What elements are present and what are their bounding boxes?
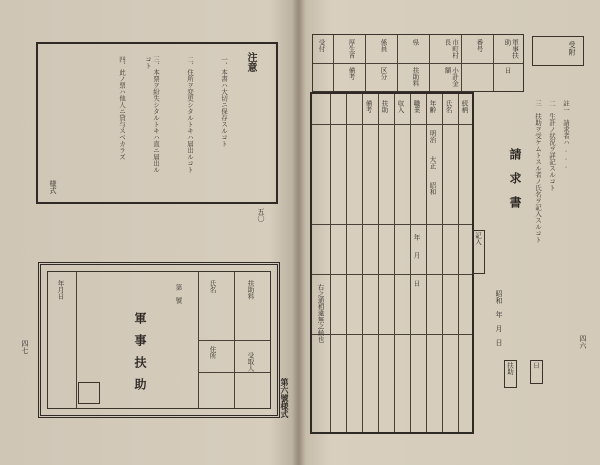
grid-cell: 扶助料: [411, 67, 420, 87]
side-label: 日: [530, 360, 543, 384]
form-title: 軍事扶助: [133, 312, 147, 400]
request-title: 請求書: [508, 148, 522, 220]
table-row-label: 年: [412, 234, 421, 241]
grid-cell: 県: [411, 39, 420, 46]
table-header: 年齢: [428, 100, 437, 113]
table-row-label: 月: [412, 252, 421, 259]
instruction-line: 二 生計ノ状況ヲ詳記スルコト: [548, 100, 556, 191]
grid-cell: 備考: [347, 67, 356, 80]
grid-cell: 区分: [379, 67, 388, 80]
side-label: 記入: [472, 230, 485, 274]
receipt-stamp-box: [532, 36, 584, 66]
notice-line: 三、本票ヲ紛失シタルトキハ直ニ届出ルコト: [144, 56, 160, 173]
instruction-line: 註一 請求者ハ...: [562, 100, 570, 170]
notice-line: 一、本書ハ大切ニ保存スルコト: [220, 56, 228, 147]
form-field: 年月日: [56, 280, 65, 300]
notice-title: 注意: [245, 52, 256, 72]
grid-cell: 市町村長: [443, 39, 459, 59]
page-number-top: 五〇: [257, 208, 265, 222]
table-footer: 右之通相違無之候也: [316, 284, 325, 343]
table-header: 備考: [364, 100, 373, 113]
table-header: 扶助: [380, 100, 389, 113]
page-number-bottom: 四七: [21, 340, 29, 354]
table-header: 続柄: [460, 100, 469, 113]
form-field: 受取人: [246, 352, 255, 372]
form-caption: 第六號様式: [280, 378, 290, 418]
grid-cell: 係員: [379, 39, 388, 52]
table-row-label: 明治: [428, 130, 437, 143]
form-field: 氏名: [208, 280, 217, 293]
grid-cell: 受付: [317, 39, 326, 52]
grid-cell: 小計金額: [443, 67, 459, 87]
aid-form: [38, 262, 280, 418]
seal-box: [78, 382, 100, 404]
table-row-label: 大正: [428, 156, 437, 169]
side-label: 扶助: [504, 360, 517, 388]
table-header: 職業: [412, 100, 421, 113]
form-field: 住所: [208, 346, 217, 359]
grid-cell: 軍事扶助: [503, 39, 519, 59]
table-row-label: 昭和: [428, 182, 437, 195]
request-date: 昭和 年 月 日: [495, 290, 503, 346]
request-table: [310, 92, 474, 434]
notice-sign: 様式: [49, 180, 57, 194]
page-number-right: 四六: [579, 335, 587, 349]
book-gutter: [292, 0, 306, 465]
grid-cell: 日: [503, 67, 512, 74]
notice-line: 四、此ノ票ハ他人ニ貸与スベカラズ: [118, 56, 126, 160]
grid-cell: 厚生省: [347, 39, 356, 59]
aid-form-inner: [47, 271, 271, 409]
table-header: 氏名: [444, 100, 453, 113]
notice-line: 二、住所ヲ変更シタルトキハ届出ルコト: [186, 56, 194, 173]
header-grid: [312, 34, 524, 92]
table-row-label: 日: [412, 280, 421, 287]
table-header: 収入: [396, 100, 405, 113]
instruction-line: 三 扶助ヲ受ケムトスル者ノ氏名ヲ記入スルコト: [534, 100, 542, 243]
grid-cell: 番号: [475, 39, 484, 52]
form-number-label: 第 號: [174, 284, 183, 304]
notice-box: [36, 42, 278, 204]
form-field: 扶助料: [246, 280, 255, 300]
stamp-label: 受附: [568, 41, 576, 56]
